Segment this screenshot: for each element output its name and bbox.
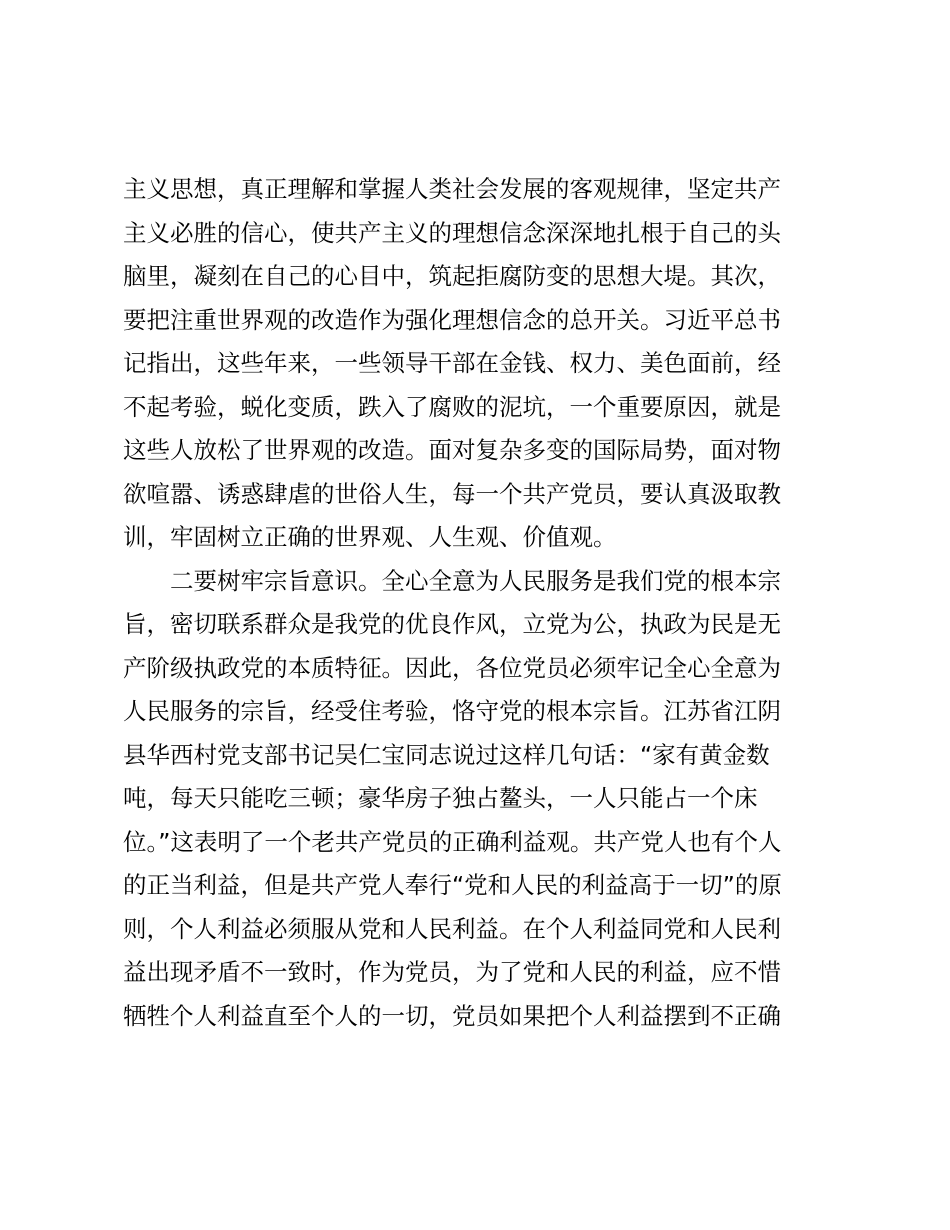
text-line: 欲喧嚣、诱惑肆虐的世俗人生，每一个共产党员，要认真汲取教: [123, 479, 781, 508]
text-line: 记指出，这些年来，一些领导干部在金钱、权力、美色面前，经: [123, 349, 781, 377]
text-line: 则，个人利益必须服从党和人民利益。在个人利益同党和人民利: [123, 914, 781, 943]
text-line: 要把注重世界观的改造作为强化理想信念的总开关。习近平总书: [123, 305, 781, 334]
text-line: 主义思想，真正理解和掌握人类社会发展的客观规律，坚定共产: [123, 175, 781, 203]
text-line: 县华西村党支部书记吴仁宝同志说过这样几句话：“家有黄金数: [123, 740, 770, 769]
text-line: 训，牢固树立正确的世界观、人生观、价值观。: [123, 523, 617, 551]
text-line: 主义必胜的信心，使共产主义的理想信念深深地扎根于自己的头: [123, 218, 781, 247]
text-line: 人民服务的宗旨，经受住考验，恪守党的根本宗旨。江苏省江阴: [123, 697, 781, 725]
text-line: 不起考验，蜕化变质，跌入了腐败的泥坑，一个重要原因，就是: [123, 392, 781, 421]
paragraph-start-line: 二要树牢宗旨意识。全心全意为人民服务是我们党的根本宗: [170, 566, 781, 595]
text-line: 的正当利益，但是共产党人奉行“党和人民的利益高于一切”的原: [123, 871, 782, 899]
text-line: 这些人放松了世界观的改造。面对复杂多变的国际局势，面对物: [123, 436, 781, 464]
body-text: [123, 168, 835, 1038]
text-line: 旨，密切联系群众是我党的优良作风，立党为公，执政为民是无: [123, 610, 781, 638]
text-line: 牺牲个人利益直至个人的一切，党员如果把个人利益摆到不正确: [123, 1001, 781, 1030]
text-line: 益出现矛盾不一致时，作为党员，为了党和人民的利益，应不惜: [123, 958, 781, 986]
text-line: 脑里，凝刻在自己的心目中，筑起拒腐防变的思想大堤。其次，: [123, 262, 781, 290]
text-line: 吨，每天只能吃三顿；豪华房子独占鳌头，一人只能占一个床: [123, 784, 758, 812]
text-line: 位。”这表明了一个老共产党员的正确利益观。共产党人也有个人: [123, 827, 782, 856]
text-line: 产阶级执政党的本质特征。因此，各位党员必须牢记全心全意为: [123, 653, 781, 682]
